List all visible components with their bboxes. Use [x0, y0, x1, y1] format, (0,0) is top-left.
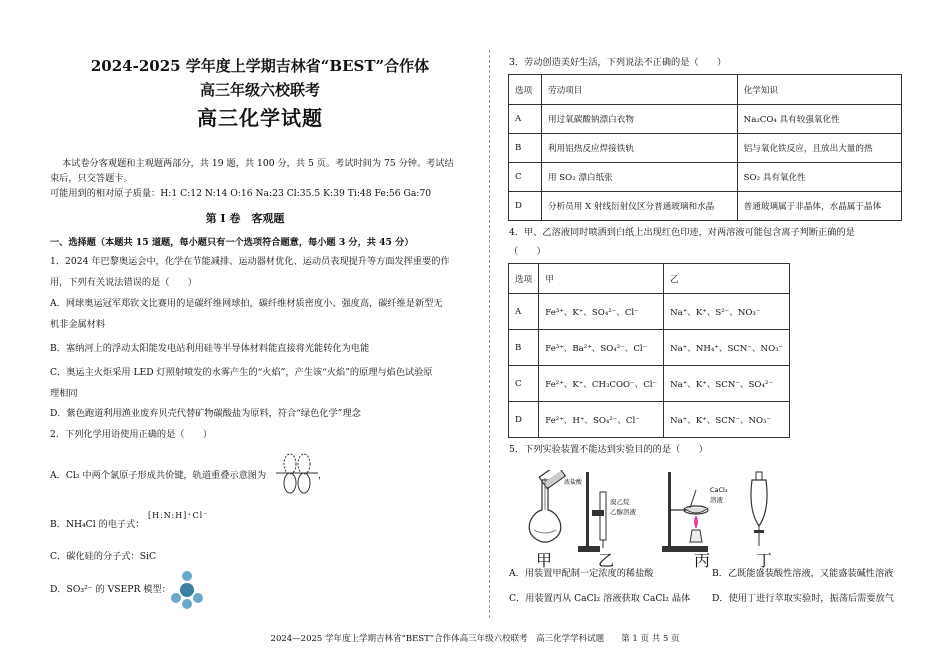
intro-line2: 束后，只交答题卡。 — [50, 173, 133, 184]
atomic-masses: 可能用到的相对原子质量：H:1 C:12 N:14 O:16 Na:23 Cl:35.5 K:39 Ti:48 Fe:56 Ga:70 — [50, 188, 432, 199]
apparatus-ding-separatory-funnel — [751, 472, 767, 546]
label-yi: 乙 — [598, 551, 615, 570]
orbital-overlap-diagram — [276, 450, 320, 496]
q5-stem: 5．下列实验装置不能达到实验目的的是（ ） — [509, 444, 708, 455]
intro-line1: 本试卷分客观题和主观题两部分，共 19 题，共 100 分，共 5 页。考试时间为 75 分钟。考试结 — [62, 158, 454, 169]
q5-option-a: A．用装置甲配制一定浓度的稀盐酸 — [509, 568, 654, 579]
q1-option-a-line1: A．网球奥运冠军郑钦文比赛用的是碳纤维网球拍，碳纤维材质密度小、强度高，碳纤维是新型无 — [50, 298, 443, 309]
table-row: A Fe³⁺、K⁺、SO₄²⁻、Cl⁻ Na⁺、K⁺、S²⁻、NO₃⁻ — [509, 294, 790, 330]
dish-label-1: CaCl₂ — [710, 486, 728, 494]
table-row: B Fe³⁺、Ba²⁺、SO₄²⁻、Cl⁻ Na⁺、NH₄⁺、SCN⁻、NO₃⁻ — [509, 330, 790, 366]
flask-label: 浓盐酸 — [564, 479, 583, 486]
dish-label-2: 溶液 — [710, 496, 723, 504]
q2-stem: 2．下列化学用语使用正确的是（ ） — [50, 429, 213, 440]
q3-header-option: 选项 — [509, 75, 542, 105]
label-ding: 丁 — [756, 551, 773, 570]
burette-label-2: 乙醇溶液 — [610, 508, 636, 516]
apparatus-bing-evaporating-dish — [662, 472, 708, 552]
q5-option-d: D．使用丁进行萃取实验时，振荡后需要放气 — [712, 593, 894, 604]
table-row: A 用过氧碳酸钠漂白衣物 Na₂CO₄ 具有较强氧化性 — [509, 105, 902, 134]
burette-label-1: 溴乙烷 — [610, 498, 630, 506]
q4-header-yi: 乙 — [664, 264, 790, 294]
q5-option-c: C．用装置丙从 CaCl₂ 溶液获取 CaCl₂ 晶体 — [509, 593, 691, 604]
exam-title-subject: 高三化学试题 — [197, 106, 323, 130]
apparatus-yi-burette — [578, 472, 606, 552]
section-instruction: 一、选择题（本题共 15 道题，每小题只有一个选项符合题意，每小题 3 分，共 45 分） — [50, 237, 414, 248]
section-title: 第 I 卷 客观题 — [205, 212, 285, 225]
q1-option-b: B．塞纳河上的浮动太阳能发电站利用硅等半导体材料能直接将光能转化为电能 — [50, 343, 370, 354]
vsepr-model-icon — [170, 570, 204, 610]
q1-option-c-line1: C．奥运主火炬采用 LED 灯照射喷发的水雾产生的“火焰”，产生该“火焰”的原理与焰色试验原 — [50, 367, 433, 378]
q2-option-b: B．NH₄Cl 的电子式： — [50, 519, 145, 530]
q1-option-c-line2: 理相同 — [50, 388, 78, 399]
q4-header-option: 选项 — [509, 264, 539, 294]
q3-header-knowledge: 化学知识 — [737, 75, 901, 105]
q4-stem-line1: 4．甲、乙溶液同时喷洒到白纸上出现红色印迹，对两溶液可能包含离子判断正确的是 — [509, 227, 855, 238]
table-row: C 用 SO₂ 漂白纸张 SO₂ 具有氧化性 — [509, 163, 902, 192]
q4-stem-line2: （ ） — [509, 246, 546, 257]
page-footer: 2024—2025 学年度上学期吉林省“BEST”合作体高三年级六校联考 高三化学学科试题 第 1 页 共 5 页 — [270, 634, 680, 644]
table-row: D Fe²⁺、H⁺、SO₄²⁻、Cl⁻ Na⁺、K⁺、SCN⁻、NO₃⁻ — [509, 402, 790, 438]
q3-header-labor: 劳动项目 — [541, 75, 737, 105]
q2-option-c: C．碳化硅的分子式：SiC — [50, 551, 156, 562]
q2-option-d: D．SO₃²⁻ 的 VSEPR 模型： — [50, 584, 171, 595]
exam-title-line2: 高三年级六校联考 — [199, 81, 320, 99]
table-row: C Fe²⁺、K⁺、CH₃COO⁻、Cl⁻ Na⁺、K⁺、SCN⁻、SO₄²⁻ — [509, 366, 790, 402]
q3-stem: 3．劳动创造美好生活，下列说法不正确的是（ ） — [509, 57, 727, 68]
q5-option-b: B．乙既能盛装酸性溶液，又能盛装碱性溶液 — [712, 568, 894, 579]
label-bing: 丙 — [694, 551, 711, 570]
table-row: D 分析员用 X 射线衍射仪区分普通玻璃和水晶 普通玻璃属于非晶体，水晶属于晶体 — [509, 192, 902, 221]
q1-option-d: D．紫色跑道利用渔业废弃贝壳代替矿物碳酸盐为原料，符合“绿色化学”理念 — [50, 408, 361, 419]
apparatus-jia-flask — [529, 470, 565, 542]
q1-stem-line1: 1．2024 年巴黎奥运会中，化学在节能减排、运动器材优化、运动员表现提升等方面发挥重要的作 — [50, 256, 450, 267]
table-row: B 利用铝热反应焊接铁轨 铝与氧化铁反应，且放出大量的热 — [509, 134, 902, 163]
q1-stem-line2: 用，下列有关说法错误的是（ ） — [50, 277, 197, 288]
column-divider — [489, 50, 490, 618]
q5-apparatus-figure — [512, 470, 902, 556]
q3-table — [508, 74, 902, 221]
q4-table — [508, 263, 790, 438]
q4-header-jia: 甲 — [539, 264, 664, 294]
q1-option-a-line2: 机非金属材料 — [50, 319, 106, 330]
exam-title-line1: 2024-2025 学年度上学期吉林省“BEST”合作体 — [90, 57, 430, 75]
q2-option-a: A．Cl₂ 中两个氯原子形成共价键，轨道重叠示意图为 — [50, 470, 267, 481]
electron-formula-nh4cl: [H:N:H]⁺Cl⁻ — [148, 511, 209, 520]
label-jia: 甲 — [536, 551, 553, 570]
